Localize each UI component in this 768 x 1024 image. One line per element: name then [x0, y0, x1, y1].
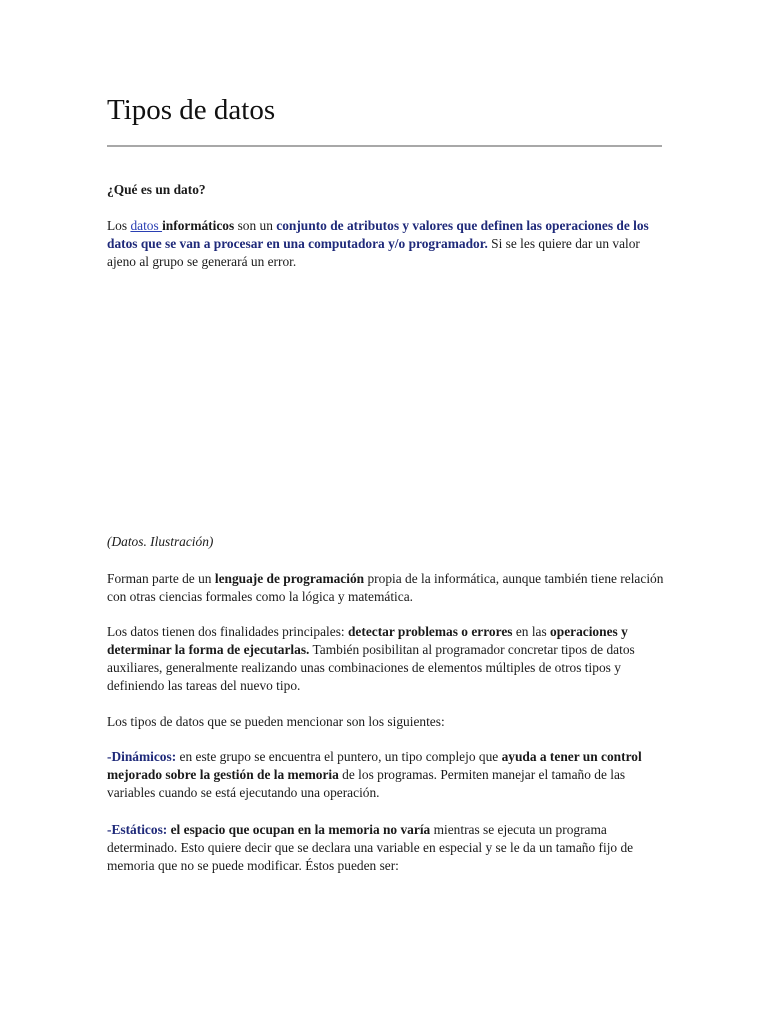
paragraph-types-intro: Los tipos de datos que se pueden mencionar son los siguientes: [107, 714, 445, 729]
text-run: Forman parte de un [107, 571, 215, 586]
text-run: son un [234, 218, 277, 233]
text-run: También posibilitan al programador concretar tipos de datos auxiliares, generalmente realizando unas combinaciones de elementos múltiples de otros tipos y definiendo las tareas del nuevo tipo. [107, 642, 635, 693]
datos-link[interactable]: datos [130, 218, 163, 233]
label-static: -Estáticos: [107, 822, 168, 837]
text-bold: operaciones y determinar la forma de ejecutarlas. [107, 624, 628, 657]
text-bold: detectar problemas o errores [347, 624, 513, 639]
paragraph-purposes [107, 623, 667, 695]
text-run: Los datos tienen dos finalidades principales: [107, 624, 348, 639]
paragraph-static [107, 821, 667, 875]
text-run: propia de la informática, aunque también tiene relación con otras ciencias formales como la lógica y matemática. [107, 571, 664, 604]
text-run: en las [512, 624, 551, 639]
text-highlight: conjunto de atributos y valores que definen las operaciones de los datos que se van a procesar en una computadora y/o programador. [107, 218, 649, 251]
text-bold: informáticos [162, 218, 235, 233]
text-bold: ayuda a tener un control mejorado sobre la gestión de la memoria [107, 749, 642, 782]
paragraph-definition [107, 217, 667, 271]
image-caption: (Datos. Ilustración) [107, 534, 214, 549]
title-divider [107, 145, 662, 147]
text-run: en este grupo se encuentra el puntero, un tipo complejo que [176, 749, 502, 764]
paragraph-language [107, 570, 667, 606]
text-run: Si se les quiere dar un valor ajeno al grupo se generará un error. [107, 236, 640, 269]
text-run: de los programas. Permiten manejar el tamaño de las variables cuando se está ejecutando una operación. [107, 767, 626, 800]
paragraph-dynamic [107, 748, 667, 802]
label-dynamic: -Dinámicos: [107, 749, 177, 764]
text-run: Los [107, 218, 131, 233]
text-run: mientras se ejecuta un programa determinado. Esto quiere decir que se declara una variable en especial y se le da un tamaño fijo de memoria que no se puede modificar. Éstos pueden ser: [107, 822, 634, 873]
page-title: Tipos de datos [107, 94, 276, 126]
section-question: ¿Qué es un dato? [107, 182, 206, 197]
text-bold: lenguaje de programación [214, 571, 365, 586]
text-bold: el espacio que ocupan en la memoria no varía [170, 822, 431, 837]
